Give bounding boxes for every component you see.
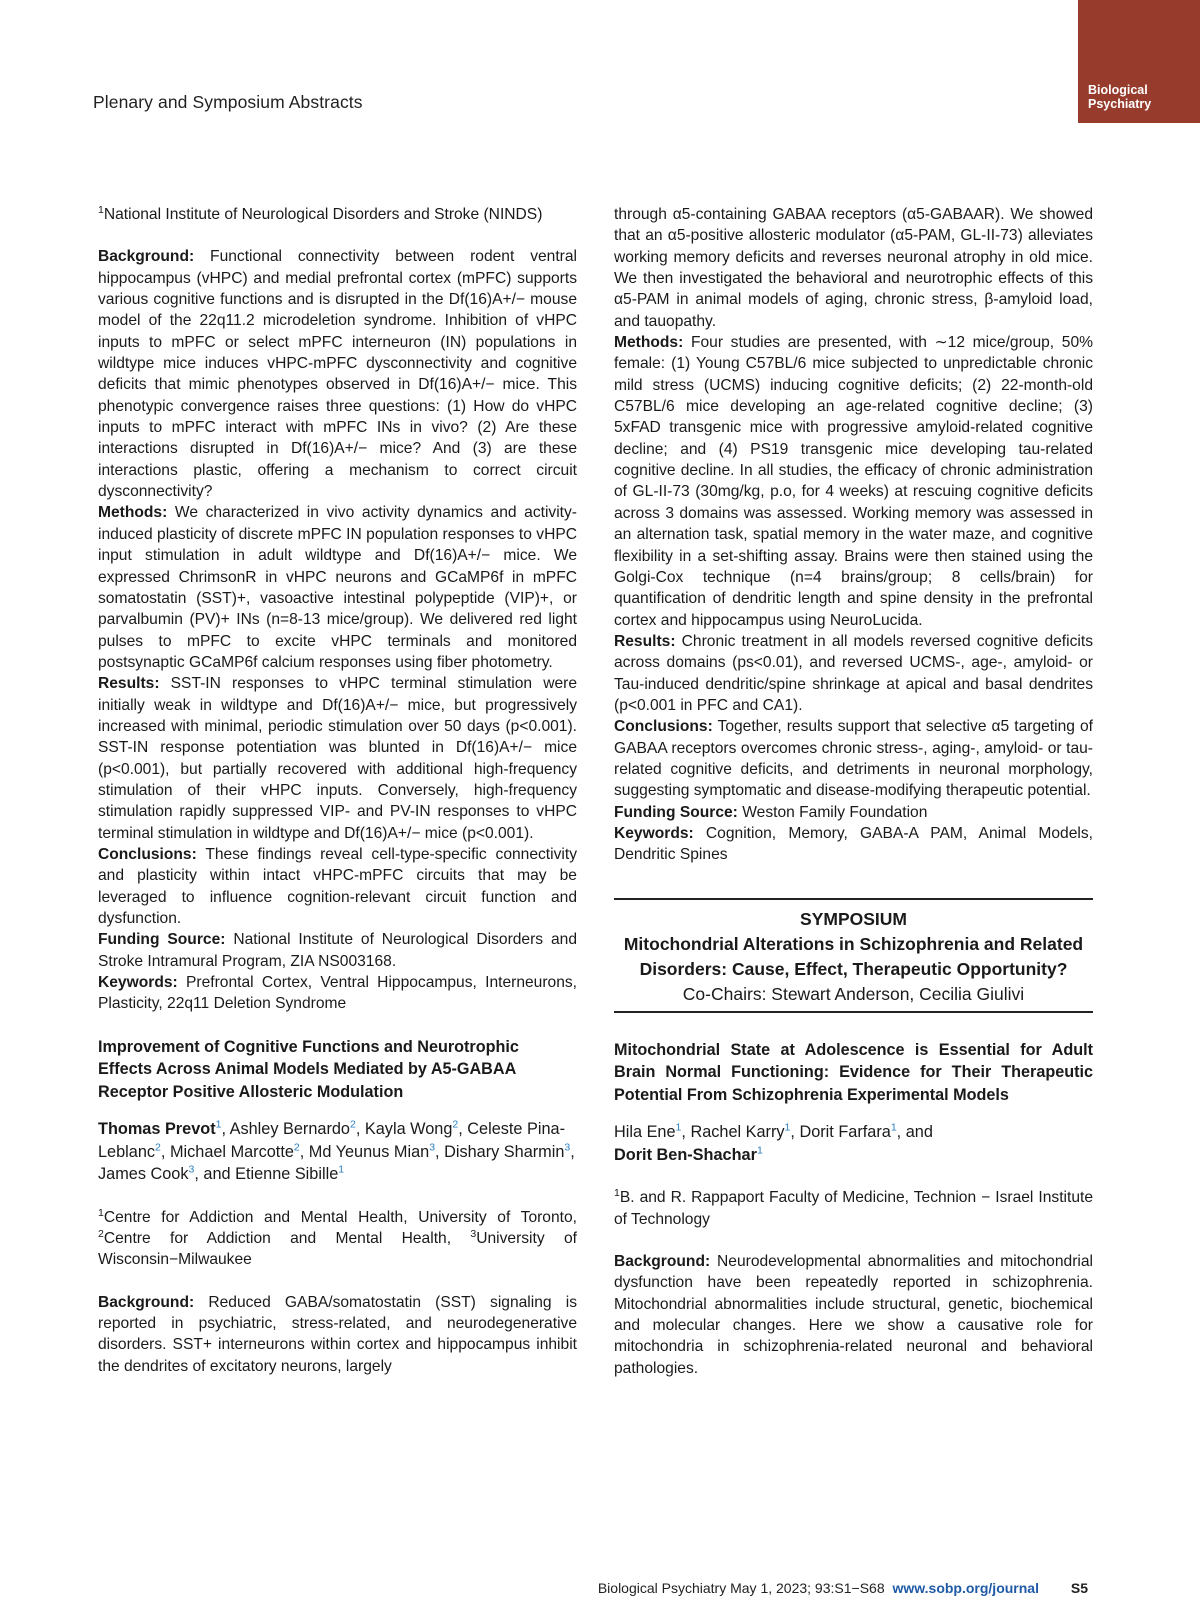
methods-text: Four studies are presented, with ∼12 mice/group, 50% female: (1) Young C57BL/6 mice subjected to unpredictable chronic mild stress (UCMS) inducing cognitive deficits; (2) 22-month-old C57BL/6 mice developing an age-related cognitive decline; (3) 5xFAD transgenic mice with progressive amyloid-related cognitive decline; and (4) PS19 transgenic mice developing tau-related cognitive decline. In all studies, the efficacy of chronic administration of GL-II-73 (30mg/kg, p.o, for 4 weeks) at rescuing cognitive deficits across 3 domains was assessed. Working memory was assessed in an alternation task, spatial memory in the water maze, and cognitive flexibility in a set-shifting assay. Brains were then stained using the Golgi-Cox technique (n=4 brains/group; 8 cells/brain) for quantification of dendritic length and spine density in the prefrontal cortex and hippocampus using NeuroLucida. xyxy=(614,334,1093,629)
results-section xyxy=(614,631,1093,716)
author-name: , and Etienne Sibille xyxy=(194,1165,339,1184)
symposium-heading: SYMPOSIUM xyxy=(800,908,907,929)
keywords-section xyxy=(614,823,1093,866)
author-affil-marker: 2 xyxy=(155,1141,161,1154)
conclusions-section xyxy=(98,844,577,929)
background-text: Neurodevelopmental abnormalities and mitochondrial dysfunction have been repeatedly reported in schizophrenia. Mitochondrial abnormalities include structural, genetic, biochemical and molecular changes. Here we show a causative role for mitochondria in schizophrenia-related neuronal and behavioral pathologies. xyxy=(614,1252,1093,1377)
funding-text: Weston Family Foundation xyxy=(737,803,928,821)
author-affil-marker: 2 xyxy=(293,1141,300,1154)
author-name: , Celeste Pina-Leblanc xyxy=(98,1120,566,1161)
page-footer xyxy=(598,1580,1088,1596)
conclusions-label: Conclusions: xyxy=(614,718,713,736)
methods-label: Methods: xyxy=(98,504,168,522)
affiliation-text: Centre for Addiction and Mental Health, University of Toronto, xyxy=(103,1208,577,1226)
symposium-box xyxy=(614,898,1093,1013)
keywords-text: Prefrontal Cortex, Ventral Hippocampus, Interneurons, Plasticity, 22q11 Deletion Syndrome xyxy=(98,974,577,1013)
author-affil-marker: 1 xyxy=(338,1163,345,1176)
author-name: Hila Ene xyxy=(614,1123,676,1142)
background-section xyxy=(98,246,577,502)
author-affil-marker: 3 xyxy=(429,1141,436,1154)
journal-logo-line1: Biological xyxy=(1088,83,1148,97)
affiliation-marker: 1 xyxy=(614,1186,620,1199)
author-name: , Rachel Karry xyxy=(681,1123,785,1142)
author-name: , Dishary Sharmin xyxy=(435,1142,565,1161)
affiliation-marker: 1 xyxy=(98,1206,104,1219)
right-column xyxy=(614,204,1093,1379)
abstract-title: Mitochondrial State at Adolescence is Essential for Adult Brain Normal Functioning: Evidence for Their Therapeutic Potential From Schizophrenia Experimental Models xyxy=(614,1040,1093,1104)
keywords-section xyxy=(98,972,577,1015)
methods-label: Methods: xyxy=(614,334,684,352)
results-section xyxy=(98,673,577,844)
author-name: Thomas Prevot xyxy=(98,1120,216,1139)
symposium-title: Mitochondrial Alterations in Schizophrenia and Related Disorders: Cause, Effect, Therapeutic Opportunity? xyxy=(623,933,1084,979)
affiliation-text: University of Wisconsin−Milwaukee xyxy=(98,1230,577,1269)
author-affil-marker: 1 xyxy=(784,1121,791,1134)
author-affil-marker: 1 xyxy=(890,1121,897,1134)
author-affil-marker: 1 xyxy=(215,1118,222,1131)
author-list xyxy=(614,1121,1093,1166)
background-label: Background: xyxy=(98,1293,195,1311)
author-affil-marker: 2 xyxy=(350,1118,356,1131)
methods-section xyxy=(614,332,1093,631)
journal-logo-badge xyxy=(1078,0,1200,123)
conclusions-text: These findings reveal cell-type-specific connectivity and plasticity within intact vHPC-mPFC circuits that may be leveraged to influence cognition-relevant circuit function and dysfunction. xyxy=(98,845,577,927)
background-text: Reduced GABA/somatostatin (SST) signaling is reported in psychiatric, stress-related, and neurodegenerative disorders. SST+ interneurons within cortex and hippocampus inhibit the dendrites of excitatory neurons, largely xyxy=(98,1293,577,1375)
keywords-text: Cognition, Memory, GABA-A PAM, Animal Models, Dendritic Spines xyxy=(614,824,1093,864)
affiliation-technion xyxy=(614,1187,1093,1230)
author-name: , Md Yeunus Mian xyxy=(299,1142,430,1161)
author-name: , Ashley Bernardo xyxy=(221,1120,350,1139)
author-affil-marker: 1 xyxy=(675,1121,682,1134)
funding-section xyxy=(98,929,577,972)
running-header: Plenary and Symposium Abstracts xyxy=(93,92,363,112)
background-section xyxy=(614,1251,1093,1379)
background-continued: through α5-containing GABAA receptors (α5-GABAAR). We showed that an α5-positive allosteric modulator (α5-PAM, GL-II-73) alleviates working memory deficits and reverses neuronal atrophy in old mice. We then investigated the behavioral and neurotrophic effects of this α5-PAM in animal models of aging, chronic stress, β-amyloid load, and tauopathy. xyxy=(614,206,1093,330)
author-affil-marker: 1 xyxy=(756,1144,763,1157)
left-column xyxy=(98,204,577,1377)
abstract-title: Improvement of Cognitive Functions and Neurotrophic Effects Across Animal Models Mediated by A5-GABAA Receptor Positive Allosteric Modulation xyxy=(98,1037,519,1101)
background-section xyxy=(98,1292,577,1377)
affiliation-list xyxy=(98,1207,577,1271)
journal-logo-text xyxy=(1088,83,1151,111)
page-number: S5 xyxy=(1070,1580,1088,1596)
results-label: Results: xyxy=(614,632,676,650)
conclusions-section xyxy=(614,716,1093,801)
author-affil-marker: 3 xyxy=(564,1141,571,1154)
author-name: , James Cook xyxy=(98,1142,575,1184)
affiliation-marker: 2 xyxy=(98,1227,104,1240)
methods-text: We characterized in vivo activity dynamics and activity-induced plasticity of discrete mPFC IN population responses to vHPC input stimulation in adult wildtype and Df(16)A+/− mice. We expressed ChrimsonR in vHPC neurons and GCaMP6f in mPFC somatostatin (SST)+, vasoactive intestinal polypeptide (VIP)+, or parvalbumin (PV)+ INs (n=8-13 mice/group). We delivered red light pulses to mPFC to excite vHPC terminals and monitored postsynaptic GCaMP6f calcium responses using fiber photometry. xyxy=(98,504,577,671)
methods-section xyxy=(98,502,577,673)
symposium-cochairs: Co-Chairs: Stewart Anderson, Cecilia Giulivi xyxy=(682,983,1025,1004)
author-affil-marker: 2 xyxy=(452,1118,459,1131)
affiliation-ninds xyxy=(98,204,577,225)
author-name: , Michael Marcotte xyxy=(160,1142,294,1161)
background-label: Background: xyxy=(98,248,195,266)
footer-citation: Biological Psychiatry May 1, 2023; 93:S1−S68 xyxy=(597,1580,885,1596)
funding-label: Funding Source: xyxy=(614,803,738,821)
affiliation-text: National Institute of Neurological Disorders and Stroke (NINDS) xyxy=(103,206,543,223)
author-name: , Dorit Farfara xyxy=(790,1123,891,1142)
author-name: Dorit Ben-Shachar xyxy=(614,1145,757,1164)
funding-label: Funding Source: xyxy=(98,931,226,949)
affiliation-text: B. and R. Rappaport Faculty of Medicine, Technion − Israel Institute of Technology xyxy=(614,1189,1093,1228)
results-label: Results: xyxy=(98,675,160,693)
conclusions-text: Together, results support that selective α5 targeting of GABAA receptors overcomes chronic stress-, aging-, amyloid- or tau-related cognitive deficits, and detriments in neuronal morphology, suggesting symptomatic and disease-modifying therapeutic potential. xyxy=(614,718,1093,800)
keywords-label: Keywords: xyxy=(98,974,178,992)
conclusions-label: Conclusions: xyxy=(98,845,197,863)
author-conjunction: , and xyxy=(896,1123,933,1142)
affiliation-marker: 3 xyxy=(470,1227,477,1240)
results-text: Chronic treatment in all models reversed cognitive deficits across domains (ps<0.01), and reversed UCMS-, age-, amyloid- or Tau-induced dendritic/spine shrinkage at apical and basal dendrites (p<0.001 in PFC and CA1). xyxy=(614,632,1093,714)
background-label: Background: xyxy=(614,1252,711,1270)
funding-section xyxy=(614,802,1093,823)
background-text: Functional connectivity between rodent ventral hippocampus (vHPC) and medial prefrontal cortex (mPFC) supports various cognitive functions and is disrupted in the Df(16)A+/− mouse model of the 22q11.2 microdeletion syndrome. Inhibition of vHPC inputs to mPFC or select mPFC interneuron (IN) populations in wildtype mice induces vHPC-mPFC dysconnectivity and cognitive deficits that mimic phenotypes observed in Df(16)A+/− mice. This phenotypic convergence raises three questions: (1) How do vHPC inputs to mPFC interact with mPFC INs in vivo? (2) Are these interactions disrupted in Df(16)A+/− mice? And (3) are these interactions plastic, offering a mechanism to correct circuit dysconnectivity? xyxy=(98,248,577,501)
affiliation-text: Centre for Addiction and Mental Health, xyxy=(103,1230,471,1248)
affiliation-marker: 1 xyxy=(98,203,104,216)
author-list xyxy=(98,1118,577,1186)
author-name: , Kayla Wong xyxy=(355,1120,453,1139)
funding-text: National Institute of Neurological Disorders and Stroke Intramural Program, ZIA NS003168. xyxy=(98,931,577,970)
keywords-label: Keywords: xyxy=(614,824,694,842)
author-affil-marker: 3 xyxy=(188,1163,195,1176)
results-text: SST-IN responses to vHPC terminal stimulation were initially weak in wildtype and Df(16)A+/− mice, but progressively increased with minimal, periodic stimulation over 50 days (p<0.001). SST-IN response potentiation was blunted in Df(16)A+/− mice (p<0.001), but partially recovered with additional high-frequency stimulation of their vHPC inputs. Conversely, high-frequency stimulation rapidly suppressed VIP- and PV-IN responses to vHPC terminal stimulation in wildtype and Df(16)A+/− mice (p<0.001). xyxy=(98,675,577,842)
footer-journal-link[interactable]: www.sobp.org/journal xyxy=(892,1580,1039,1596)
journal-logo-line2: Psychiatry xyxy=(1088,97,1152,111)
